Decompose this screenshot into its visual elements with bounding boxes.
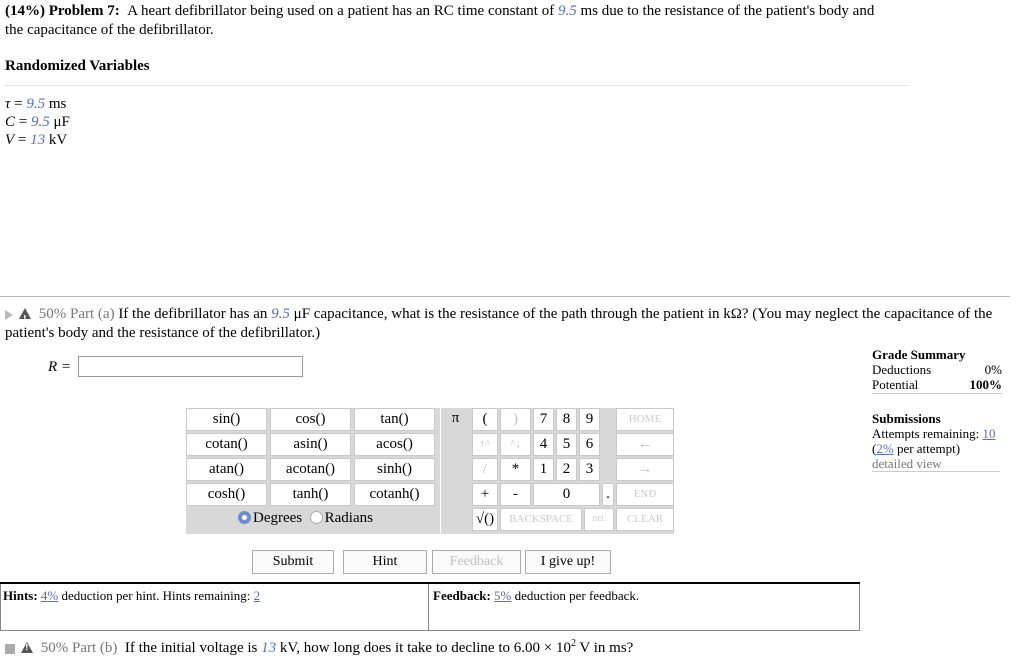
keypad	[441, 408, 674, 534]
right-paren-button[interactable]: )	[500, 408, 531, 431]
part-a-label: Part (a)	[70, 306, 115, 322]
problem-percent: (14%)	[5, 3, 45, 19]
warning-icon	[19, 308, 31, 319]
collapsed-square-icon[interactable]	[5, 644, 15, 654]
hints-box-border	[0, 584, 1, 631]
problem-text-b: ms due to the resistance of the patient's body and the capacitance of the defibrillator.	[5, 3, 875, 38]
acotan-button[interactable]: acotan()	[270, 458, 351, 481]
answer-input[interactable]	[78, 356, 303, 377]
answer-label: R =	[48, 359, 72, 375]
clear-button[interactable]: CLEAR	[616, 508, 674, 531]
radians-label: Radians	[324, 510, 373, 526]
left-arrow-button[interactable]: ←	[616, 433, 674, 456]
variable-tau: τ = 9.5 ms	[5, 96, 67, 112]
key-9[interactable]: 9	[579, 408, 600, 431]
backspace-button[interactable]: BACKSPACE	[500, 508, 582, 531]
detailed-view-link[interactable]: detailed view	[872, 456, 942, 471]
part-b-percent: 50%	[40, 640, 69, 656]
feedback-box-border	[428, 584, 429, 631]
deductions-value: 0%	[984, 362, 1002, 377]
divider	[5, 85, 910, 86]
problem-statement	[5, 2, 885, 40]
grade-summary-title: Grade Summary	[872, 347, 966, 362]
key-8[interactable]: 8	[556, 408, 577, 431]
tan-button[interactable]: tan()	[354, 408, 435, 431]
decimal-button[interactable]: .	[602, 483, 614, 506]
hints-divider	[0, 582, 860, 584]
part-a-percent: 50%	[38, 306, 67, 322]
part-b-label: Part (b)	[72, 640, 118, 656]
randomized-variables-title: Randomized Variables	[5, 58, 150, 74]
feedback-button[interactable]: Feedback	[432, 550, 521, 574]
divide-button[interactable]: /	[472, 458, 498, 481]
part-b-voltage-value: 13	[261, 640, 277, 656]
grade-summary: Grade Summary Deductions 0% Potential 100% Submissions Attempts remaining: 10 (2% per attempt) detailed view	[872, 347, 1002, 471]
hints-remaining: 2	[253, 588, 261, 603]
key-1[interactable]: 1	[533, 458, 554, 481]
feedback-percent: 5%	[494, 588, 512, 603]
key-5[interactable]: 5	[556, 433, 577, 456]
plus-button[interactable]: +	[472, 483, 498, 506]
potential-value: 100%	[969, 377, 1002, 392]
attempts-remaining: 10	[982, 426, 996, 441]
minus-button[interactable]: -	[500, 483, 531, 506]
atan-button[interactable]: atan()	[186, 458, 267, 481]
warning-icon	[21, 642, 33, 653]
down-button[interactable]: ^↓	[500, 433, 531, 456]
radians-radio[interactable]	[310, 511, 323, 524]
up-button[interactable]: ↑^	[472, 433, 498, 456]
key-2[interactable]: 2	[556, 458, 577, 481]
key-4[interactable]: 4	[533, 433, 554, 456]
end-button[interactable]: END	[616, 483, 674, 506]
randomized-variables-list	[5, 95, 70, 149]
key-7[interactable]: 7	[533, 408, 554, 431]
tanh-button[interactable]: tanh()	[270, 483, 351, 506]
acos-button[interactable]: acos()	[354, 433, 435, 456]
variable-c: C = 9.5 μF	[5, 114, 70, 130]
right-arrow-button[interactable]: →	[616, 458, 674, 481]
box-right-border	[859, 584, 860, 631]
sin-button[interactable]: sin()	[186, 408, 267, 431]
expand-triangle-icon[interactable]	[5, 310, 13, 320]
give-up-button[interactable]: I give up!	[525, 550, 611, 574]
potential-label: Potential	[872, 377, 919, 392]
deductions-label: Deductions	[872, 362, 932, 377]
delete-button[interactable]: DEL	[584, 508, 614, 531]
box-bottom-border	[0, 630, 860, 631]
key-3[interactable]: 3	[579, 458, 600, 481]
key-6[interactable]: 6	[579, 433, 600, 456]
sinh-button[interactable]: sinh()	[354, 458, 435, 481]
section-divider	[0, 296, 1010, 297]
degrees-label: Degrees	[253, 510, 303, 526]
problem-tau-value: 9.5	[557, 3, 577, 19]
problem-text-a: A heart defibrillator being used on a patient has an RC time constant of	[127, 3, 555, 19]
part-a-text-b: μF capacitance, what is the resistance of the path through the patient in kΩ? (You may neglect the capacitance of the patient's body and the resistance of the defibrillator.)	[5, 306, 993, 341]
asin-button[interactable]: asin()	[270, 433, 351, 456]
problem-label: Problem 7:	[48, 3, 120, 19]
part-b-question: ! 50% Part (b) If the initial voltage is 13 kV, how long does it take to decline to $6.00 \times 10^2$ V in ms?	[5, 638, 1010, 657]
per-attempt-percent: 2%	[876, 441, 894, 456]
left-paren-button[interactable]: (	[472, 408, 498, 431]
cos-button[interactable]: cos()	[270, 408, 351, 431]
hint-button[interactable]: Hint	[343, 550, 427, 574]
cotanh-button[interactable]: cotanh()	[354, 483, 435, 506]
sqrt-button[interactable]: √()	[472, 508, 498, 531]
submit-button[interactable]: Submit	[252, 550, 334, 574]
hint-percent: 4%	[40, 588, 59, 603]
variable-v: V = 13 kV	[5, 132, 68, 148]
cosh-button[interactable]: cosh()	[186, 483, 267, 506]
angle-mode	[238, 510, 373, 527]
submissions-title: Submissions	[872, 411, 941, 426]
key-0[interactable]: 0	[533, 483, 600, 506]
feedback-info: Feedback: 5% deduction per feedback.	[433, 588, 640, 603]
pi-button[interactable]: π	[451, 410, 460, 426]
multiply-button[interactable]: *	[500, 458, 531, 481]
cotan-button[interactable]: cotan()	[186, 433, 267, 456]
part-a-question	[5, 305, 1010, 343]
hints-info: Hints: 4% deduction per hint. Hints remaining: 2	[3, 588, 261, 603]
degrees-radio[interactable]	[238, 511, 251, 524]
part-a-cap-value: 9.5	[271, 306, 290, 322]
home-button[interactable]: HOME	[616, 408, 674, 431]
part-a-text-a: If the defibrillator has an	[118, 306, 268, 322]
